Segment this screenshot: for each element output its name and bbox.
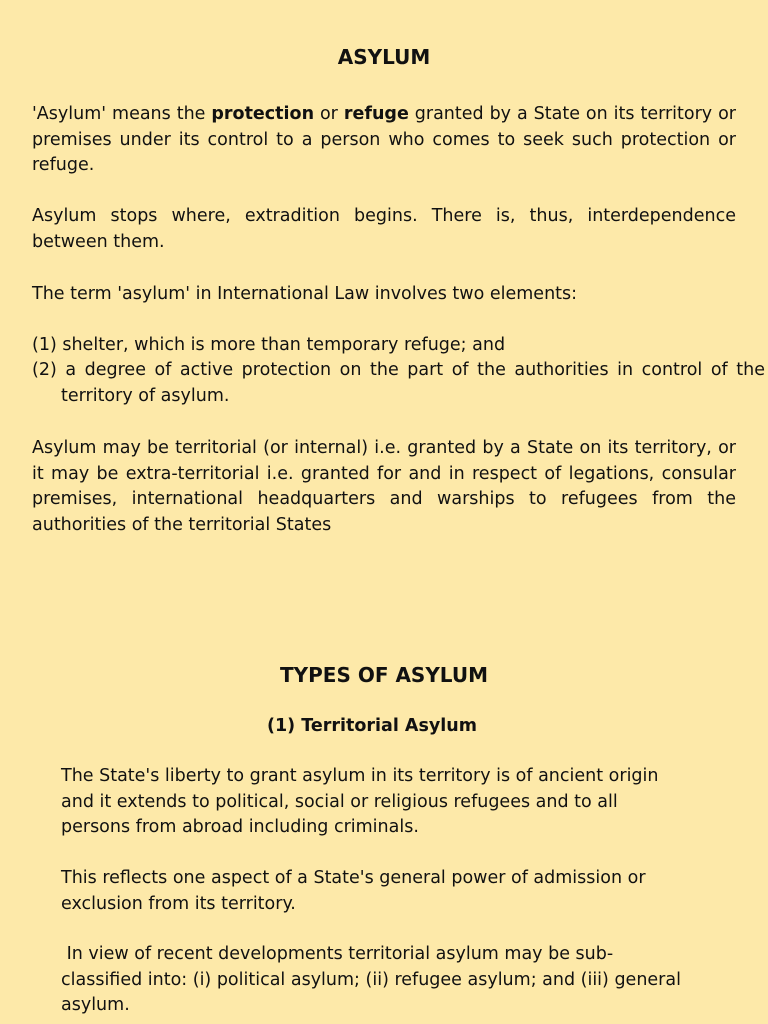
definition-text-1: 'Asylum' means the xyxy=(32,104,212,124)
definition-paragraph xyxy=(32,102,736,179)
section-heading: TYPES OF ASYLUM xyxy=(280,663,488,687)
subsection-heading: (1) Territorial Asylum xyxy=(267,716,477,736)
definition-bold-protection: protection xyxy=(211,104,315,124)
list-item: (1) shelter, which is more than temporary refuge; and xyxy=(32,335,506,355)
definition-text-2: or xyxy=(314,104,344,124)
territorial-paragraph: Asylum may be territorial (or internal) i.e. granted by a State on its territory, or it may be extra-territorial i.e. granted for and in respect of legations, consular premises, international headquarters and warships to refugees from the authorities of the territorial States xyxy=(32,438,736,536)
territorial-asylum-paragraph-2: This reflects one aspect of a State's general power of admission or exclusion from its territory. xyxy=(61,868,646,914)
extradition-paragraph: Asylum stops where, extradition begins. There is, thus, interdependence between them. xyxy=(32,206,736,252)
territorial-asylum-paragraph-1: The State's liberty to grant asylum in its territory is of ancient origin and it extends to political, social or religious refugees and to all persons from abroad including criminals. xyxy=(61,766,659,838)
list-item: (2) a degree of active protection on the part of the authorities in control of the territory of asylum. xyxy=(32,360,765,406)
elements-intro-paragraph: The term 'asylum' in International Law involves two elements: xyxy=(32,284,578,304)
definition-bold-refuge: refuge xyxy=(343,104,409,124)
definition-text-3: granted by a State on its territory or premises under its control to a person who comes to seek such protection or refuge. xyxy=(32,104,736,176)
document-title: ASYLUM xyxy=(337,45,431,69)
territorial-asylum-paragraph-3: In view of recent developments territorial asylum may be sub-classified into: (i) political asylum; (ii) refugee asylum; and (iii) general asylum. xyxy=(61,944,687,1016)
